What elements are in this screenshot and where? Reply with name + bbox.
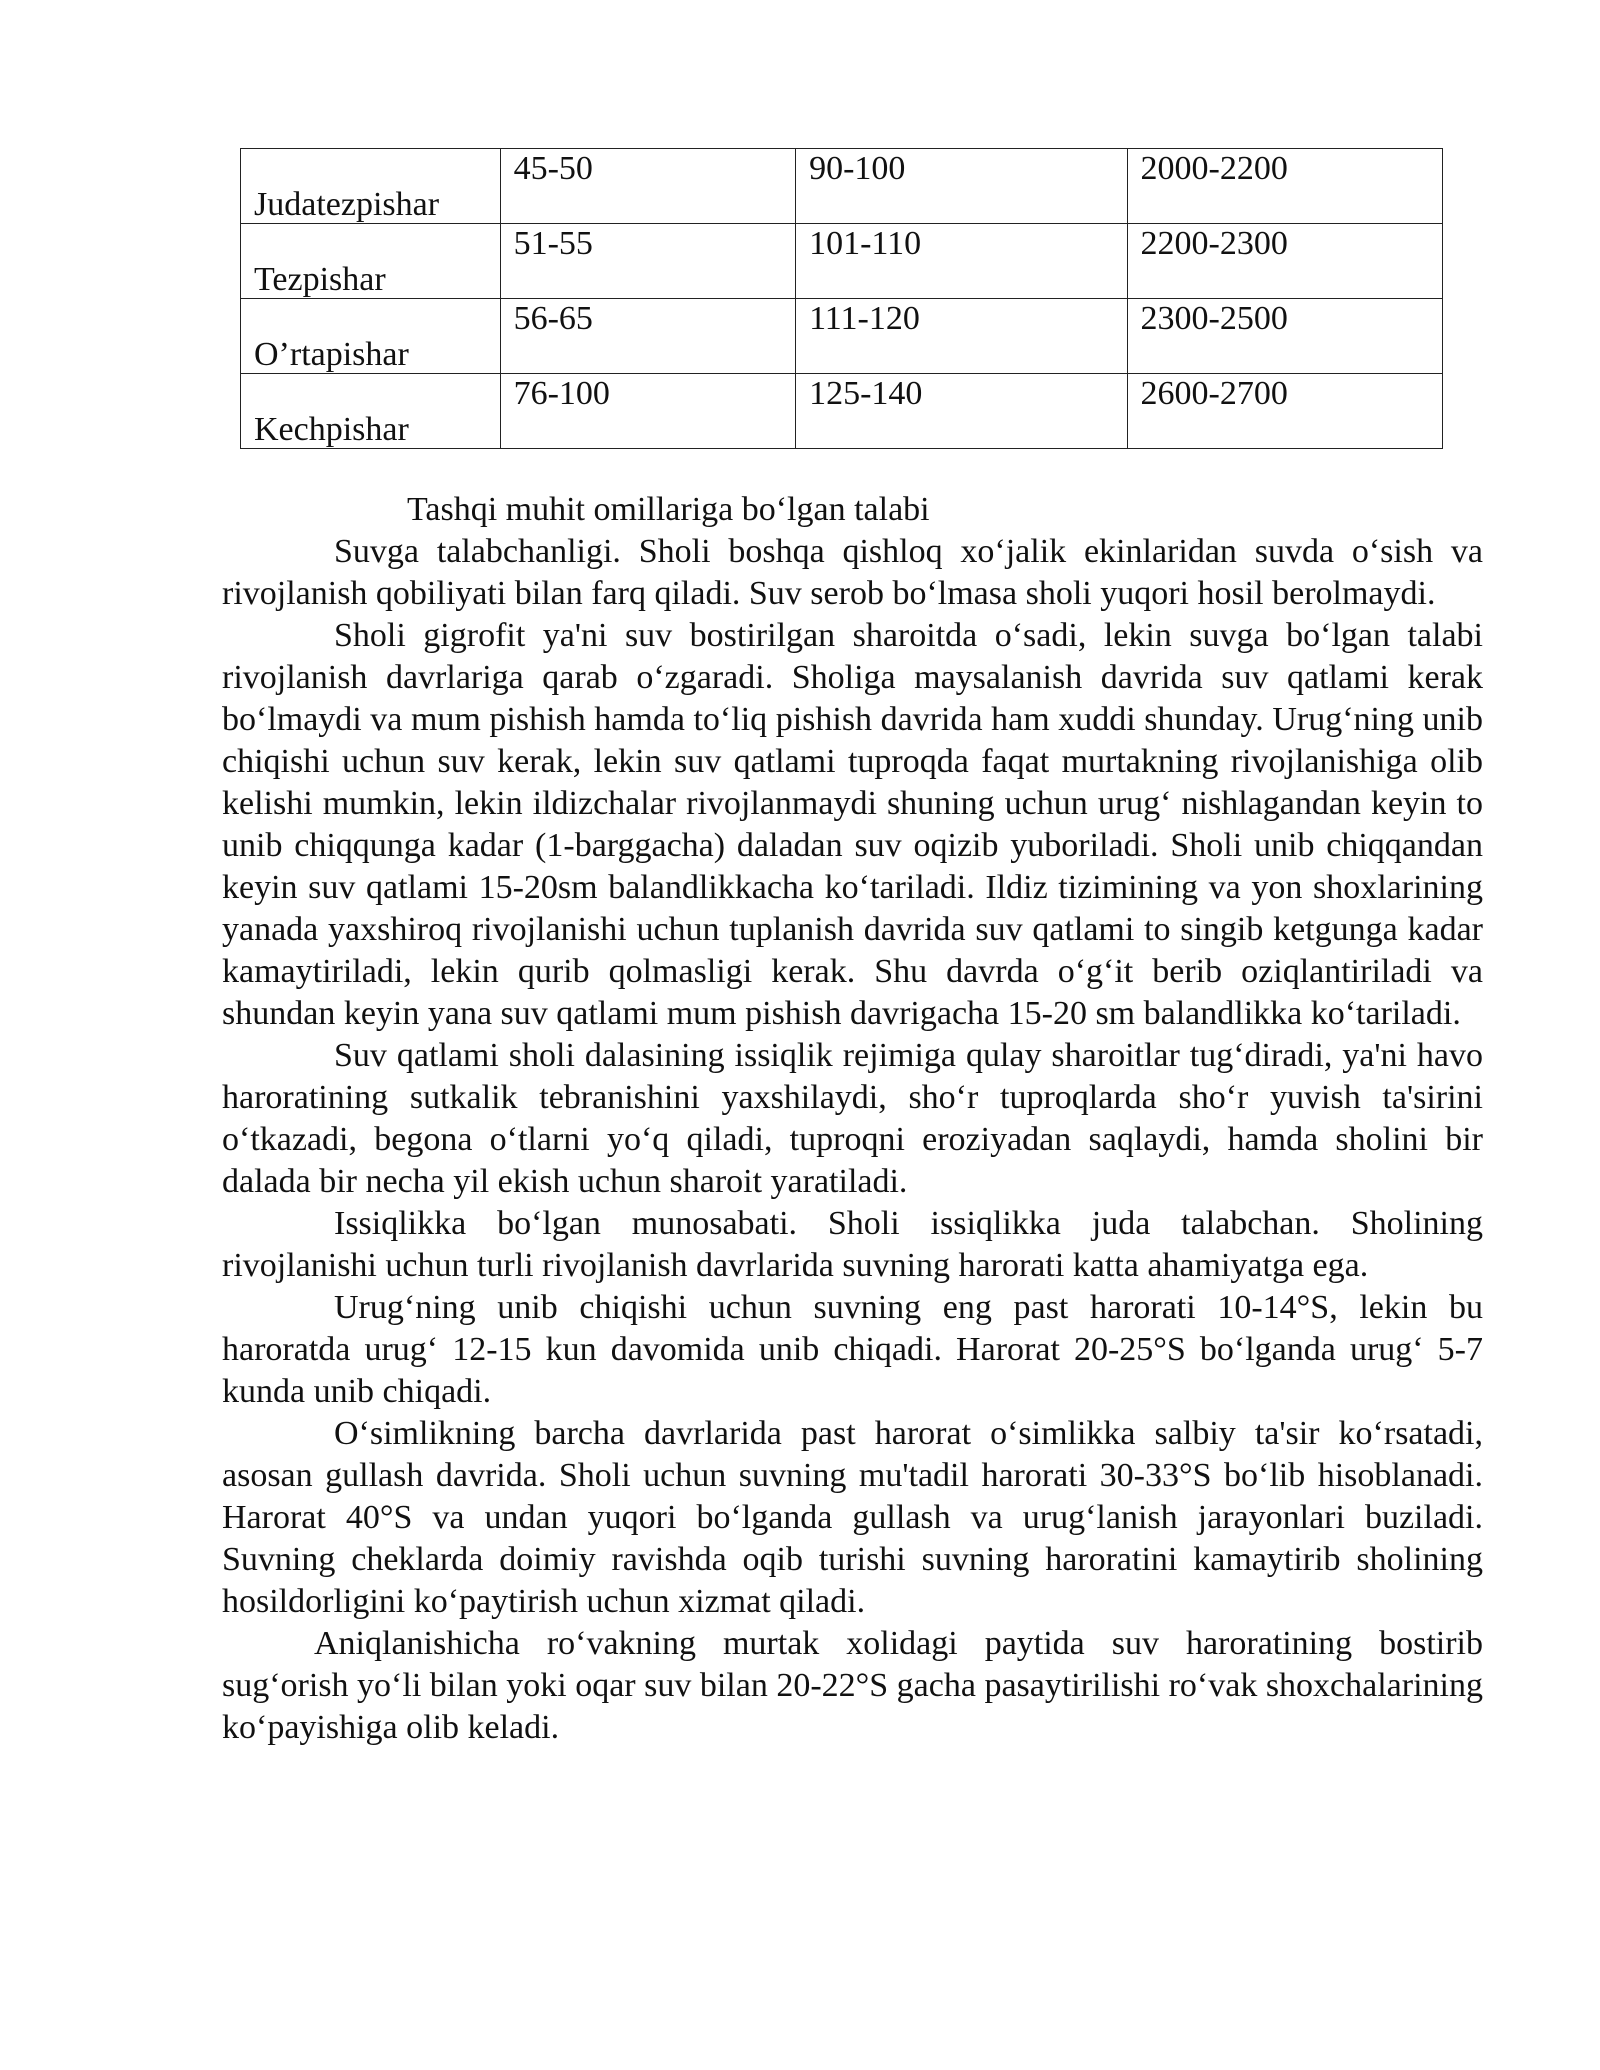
- table-row: [241, 224, 1443, 299]
- table-cell: [796, 299, 1127, 374]
- variety-name: Tezpishar: [254, 261, 386, 298]
- paragraph: Issiqlikka bo‘lgan munosabati. Sholi issiqlikka juda talabchan. Sholining rivojlanishi uchun turli rivojlanish davrlarida suvning harorati katta ahamiyatga ega.: [222, 1205, 1483, 1284]
- table-cell: [1127, 374, 1443, 449]
- table-row: [241, 374, 1443, 449]
- table-cell: [500, 149, 796, 224]
- table-cell: [796, 374, 1127, 449]
- table-cell: [241, 299, 501, 374]
- cell-value: 56-65: [513, 300, 593, 337]
- table-cell: [241, 149, 501, 224]
- cell-value: 45-50: [513, 150, 593, 187]
- variety-name: Kechpishar: [254, 411, 409, 448]
- section-heading: Tashqi muhit omillariga bo‘lgan talabi: [407, 491, 930, 528]
- table-row: [241, 149, 1443, 224]
- cell-value: 101-110: [809, 225, 922, 262]
- table-cell: [796, 149, 1127, 224]
- variety-name: Judatezpishar: [254, 186, 440, 223]
- table-cell: [500, 374, 796, 449]
- table-cell: [241, 224, 501, 299]
- table-cell: [500, 224, 796, 299]
- cell-value: 51-55: [513, 225, 593, 262]
- cell-value: 125-140: [809, 375, 923, 412]
- paragraph: Suvga talabchanligi. Sholi boshqa qishloq xo‘jalik ekinlaridan suvda o‘sish va rivojlanish qobiliyati bilan farq qiladi. Suv serob bo‘lmasa sholi yuqori hosil berolmaydi.: [222, 533, 1483, 612]
- paragraph: Urug‘ning unib chiqishi uchun suvning eng past harorati 10-14°S, lekin bu haroratda urug‘ 12-15 kun davomida unib chiqadi. Harorat 20-25°S bo‘lganda urug‘ 5-7 kunda unib chiqadi.: [222, 1289, 1483, 1410]
- paragraph: Sholi gigrofit ya'ni suv bostirilgan sharoitda o‘sadi, lekin suvga bo‘lgan talabi rivojlanish davrlariga qarab o‘zgaradi. Sholiga maysalanish davrida suv qatlami kerak bo‘lmaydi va mum pishish hamda to‘liq pishish davrida ham xuddi shunday. Urug‘ning unib chiqishi uchun suv kerak, lekin suv qatlami tuproqda faqat murtakning rivojlanishiga olib kelishi mumkin, lekin ildizchalar rivojlanmaydi shuning uchun urug‘ nishlagandan keyin to unib chiqqunga kadar (1-barggacha) daladan suv oqizib yuboriladi. Sholi unib chiqqandan keyin suv qatlami 15-20sm balandlikkacha ko‘tariladi. Ildiz tizimining va yon shoxlarining yanada yaxshiroq rivojlanishi uchun tuplanish davrida suv qatlami to singib ketgunga kadar kamaytiriladi, lekin qurib qolmasligi kerak. Shu davrda o‘g‘it berib oziqlantiriladi va shundan keyin yana suv qatlami mum pishish davrigacha 15-20 sm balandlikka ko‘tariladi.: [222, 617, 1483, 1032]
- table-cell: [1127, 299, 1443, 374]
- variety-name: O’rtapishar: [254, 336, 409, 373]
- cell-value: 90-100: [809, 150, 906, 187]
- cell-value: 2300-2500: [1140, 300, 1288, 337]
- variety-table: [240, 148, 1443, 449]
- body-text: [222, 531, 1483, 1749]
- cell-value: 2000-2200: [1140, 150, 1288, 187]
- paragraph: Suv qatlami sholi dalasining issiqlik rejimiga qulay sharoitlar tug‘diradi, ya'ni havo haroratining sutkalik tebranishini yaxshilaydi, sho‘r tuproqlarda sho‘r yuvish ta'sirini o‘tkazadi, begona o‘tlarni yo‘q qiladi, tuproqni eroziyadan saqlaydi, hamda sholini bir dalada bir necha yil ekish uchun sharoit yaratiladi.: [222, 1037, 1483, 1200]
- paragraph: O‘simlikning barcha davrlarida past harorat o‘simlikka salbiy ta'sir ko‘rsatadi, asosan gullash davrida. Sholi uchun suvning mu'tadil harorati 30-33°S bo‘lib hisoblanadi. Harorat 40°S va undan yuqori bo‘lganda gullash va urug‘lanish jarayonlari buziladi. Suvning cheklarda doimiy ravishda oqib turishi suvning haroratini kamaytirib sholining hosildorligini ko‘paytirish uchun xizmat qiladi.: [222, 1415, 1483, 1620]
- cell-value: 2200-2300: [1140, 225, 1288, 262]
- table-cell: [1127, 224, 1443, 299]
- table-cell: [1127, 149, 1443, 224]
- cell-value: 2600-2700: [1140, 375, 1288, 412]
- cell-value: 76-100: [513, 375, 610, 412]
- table-row: [241, 299, 1443, 374]
- table-cell: [796, 224, 1127, 299]
- cell-value: 111-120: [809, 300, 920, 337]
- paragraph: Aniqlanishicha ro‘vakning murtak xolidagi paytida suv haroratining bostirib sug‘orish yo‘li bilan yoki oqar suv bilan 20-22°S gacha pasaytirilishi ro‘vak shoxchalarining ko‘payishiga olib keladi.: [222, 1625, 1483, 1746]
- table-cell: [241, 374, 501, 449]
- table-cell: [500, 299, 796, 374]
